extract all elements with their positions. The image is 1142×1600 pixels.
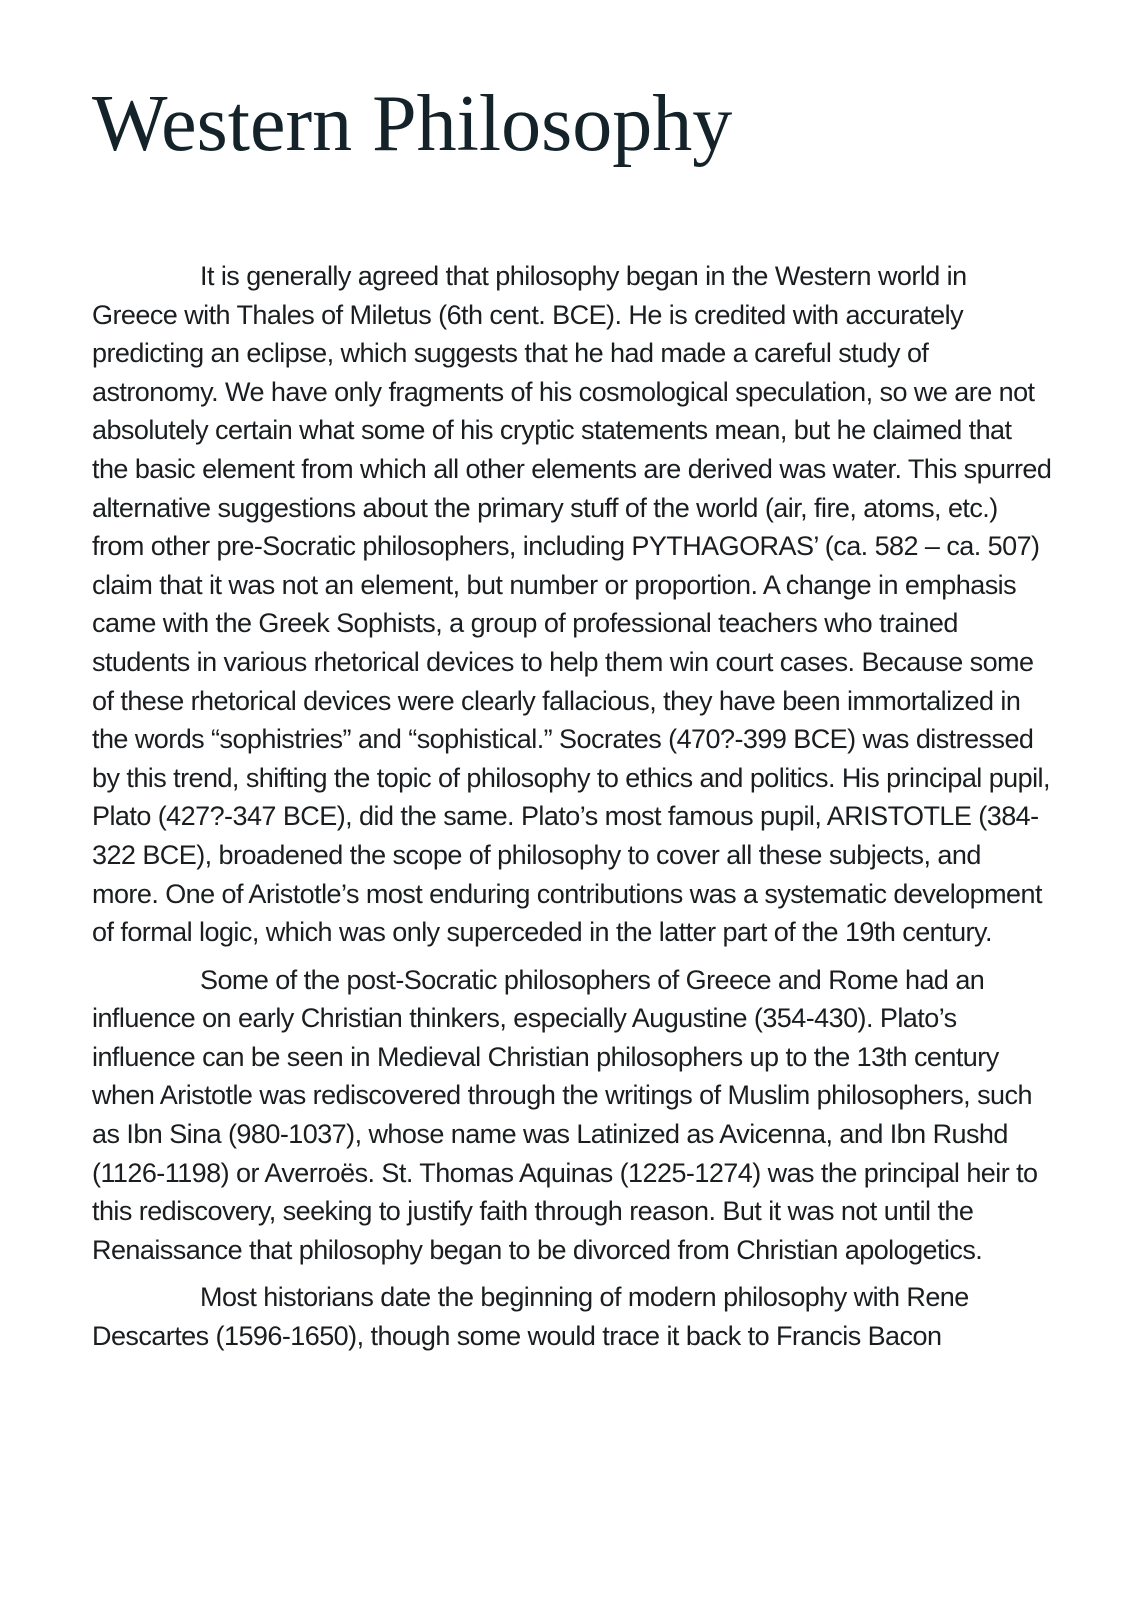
paragraph-1: It is generally agreed that philosophy began in the Western world in Greece with Thales of Miletus (6th cent. BCE). He is credited with accurately predicting an eclipse, which suggests that he had made a careful study of astronomy. We have only fragments of his cosmological speculation, so we are not absolutely certain what some of his cryptic statements mean, but he claimed that the basic element from which all other elements are derived was water. This spurred alternative suggestions about the primary stuff of the world (air, fire, atoms, etc.) from other pre-Socratic philosophers, including PYTHAGORAS’ (ca. 582 – ca. 507) claim that it was not an element, but number or proportion. A change in emphasis came with the Greek Sophists, a group of professional teachers who trained students in various rhetorical devices to help them win court cases. Because some of these rhetorical devices were clearly fallacious, they have been immortalized in the words “sophistries” and “sophistical.” Socrates (470?-399 BCE) was distressed by this trend, shifting the topic of philosophy to ethics and politics. His principal pupil, Plato (427?-347 BCE), did the same. Plato’s most famous pupil, ARISTOTLE (384-322 BCE), broadened the scope of philosophy to cover all these subjects, and more. One of Aristotle’s most enduring contributions was a systematic development of formal logic, which was only superceded in the latter part of the 19th century. xyxy=(92,261,1052,948)
page-title: Western Philosophy xyxy=(92,80,733,168)
paragraph-2: Some of the post-Socratic philosophers of Greece and Rome had an influence on early Christian thinkers, especially Augustine (354-430). Plato’s influence can be seen in Medieval Christian philosophers up to the 13th century when Aristotle was rediscovered through the writings of Muslim philosophers, such as Ibn Sina (980-1037), whose name was Latinized as Avicenna, and Ibn Rushd (1126-1198) or Averroës. St. Thomas Aquinas (1225-1274) was the principal heir to this rediscovery, seeking to justify faith through reason. But it was not until the Renaissance that philosophy began to be divorced from Christian apologetics. xyxy=(92,964,1038,1265)
paragraph-3: Most historians date the beginning of modern philosophy with Rene Descartes (1596-1650), though some would trace it back to Francis Bacon xyxy=(92,1282,969,1352)
article-body xyxy=(92,257,1052,1365)
